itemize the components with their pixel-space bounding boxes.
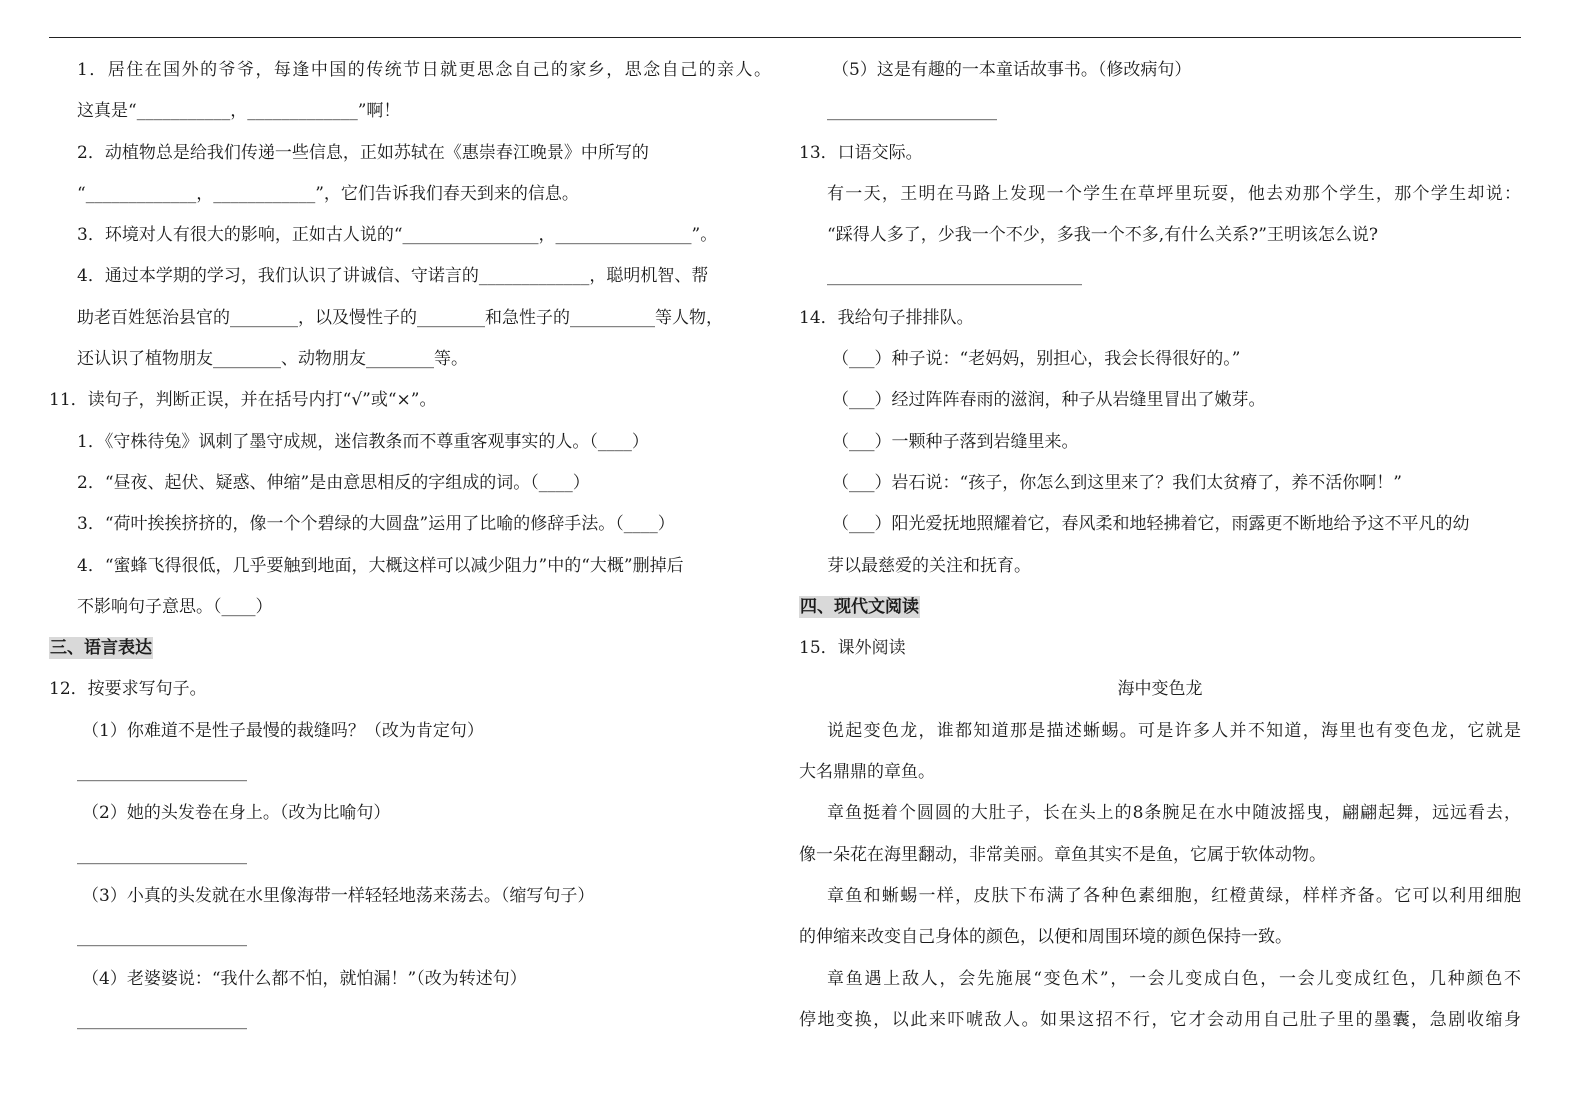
passage-line-7: 章鱼遇上敌人，会先施展“变色术”，一会儿变成白色，一会儿变成红色，几种颜色不 (827, 968, 1521, 989)
q11-item-1[interactable]: 1．《守株待兔》讽刺了墨守成规，迷信教条而不尊重客观事实的人。（____） (77, 431, 649, 452)
q14-item-2[interactable]: （___）经过阵阵春雨的滋润，种子从岩缝里冒出了嫩芽。 (832, 390, 1266, 411)
section-heading-3-text: 三、语言表达 (50, 638, 152, 659)
passage-line-8: 停地变换，以此来吓唬敌人。如果这招不行，它才会动用自己肚子里的墨囊，急剧收缩身 (799, 1009, 1521, 1030)
q12-5-answer-line[interactable]: ____________________ (827, 101, 997, 122)
q14-title: 14．我给句子排排队。 (799, 307, 974, 328)
q10-3-line[interactable]: 3．环境对人有很大的影响，正如古人说的“________________，________________”。 (77, 225, 718, 246)
q12-4-answer-line[interactable]: ____________________ (77, 1009, 247, 1030)
q12-title: 12．按要求写句子。 (49, 679, 207, 700)
q11-item-4-line-1: 4．“蜜蜂飞得很低，几乎要触到地面，大概这样可以减少阻力”中的“大概”删掉后 (77, 555, 684, 576)
q10-2-line-1: 2．动植物总是给我们传递一些信息，正如苏轼在《惠崇春江晚景》中所写的 (77, 142, 649, 163)
q13-title: 13．口语交际。 (799, 142, 923, 163)
right-column (799, 50, 1521, 1041)
q10-4-line-2[interactable]: 助老百姓惩治县官的________，以及慢性子的________和急性子的__________等人物， (77, 307, 723, 328)
section-heading-4-text: 四、现代文阅读 (800, 596, 919, 617)
q12-3-prompt: （3）小真的头发就在水里像海带一样轻轻地荡来荡去。（缩写句子） (82, 885, 595, 906)
section-heading-4 (799, 587, 1521, 628)
q12-5-prompt: （5）这是有趣的一本童话故事书。（修改病句） (832, 60, 1192, 80)
q13-text-line-1: 有一天，王明在马路上发现一个学生在草坪里玩耍，他去劝那个学生，那个学生却说： (827, 183, 1521, 204)
q10-4-line-1[interactable]: 4．通过本学期的学习，我们认识了讲诚信、守诺言的_____________，聪明机智、帮 (77, 266, 709, 287)
passage-line-5: 章鱼和蜥蜴一样，皮肤下布满了各种色素细胞，红橙黄绿，样样齐备。它可以利用细胞 (827, 885, 1521, 906)
q15-title: 15．课外阅读 (799, 638, 906, 659)
q10-1-line-1: 1．居住在国外的爷爷，每逢中国的传统节日就更思念自己的家乡，思念自己的亲人。 (77, 60, 771, 80)
q11-title: 11．读句子，判断正误，并在括号内打“√”或“×”。 (49, 390, 437, 411)
top-rule (49, 37, 1521, 38)
q12-2-prompt: （2）她的头发卷在身上。（改为比喻句） (82, 803, 391, 824)
q12-1-answer-line[interactable]: ____________________ (77, 762, 247, 783)
passage-line-1: 说起变色龙，谁都知道那是描述蜥蜴。可是许多人并不知道，海里也有变色龙，它就是 (827, 720, 1521, 741)
q11-item-4-line-2[interactable]: 不影响句子意思。（____） (77, 596, 273, 617)
q10-1-line-2[interactable]: 这真是“___________，_____________”啊！ (77, 101, 401, 122)
q13-answer-line[interactable]: ______________________________ (827, 266, 1082, 287)
q12-3-answer-line[interactable]: ____________________ (77, 927, 247, 948)
q12-1-prompt: （1）你难道不是性子最慢的裁缝吗？（改为肯定句） (82, 720, 484, 741)
q14-item-3[interactable]: （___）一颗种子落到岩缝里来。 (832, 431, 1079, 452)
q10-2-line-2[interactable]: “_____________，____________”，它们告诉我们春天到来的信息。 (77, 183, 579, 204)
left-column (49, 50, 771, 1041)
q14-item-5-line-2: 芽以最慈爱的关注和抚育。 (827, 555, 1031, 576)
passage-line-3: 章鱼挺着个圆圆的大肚子，长在头上的8条腕足在水中随波摇曳，翩翩起舞，远远看去， (827, 803, 1521, 824)
passage-title: 海中变色龙 (1117, 679, 1203, 700)
q13-text-line-2: “踩得人多了，少我一个不少，多我一个不多,有什么关系?”王明该怎么说? (827, 225, 1379, 246)
q11-item-2[interactable]: 2．“昼夜、起伏、疑惑、伸缩”是由意思相反的字组成的词。（____） (77, 472, 590, 493)
q14-item-1[interactable]: （___）种子说：“老妈妈，别担心，我会长得很好的。” (832, 349, 1241, 370)
q14-item-4[interactable]: （___）岩石说：“孩子，你怎么到这里来了？我们太贫瘠了，养不活你啊！” (832, 472, 1402, 493)
q12-2-answer-line[interactable]: ____________________ (77, 844, 247, 865)
q11-item-3[interactable]: 3．“荷叶挨挨挤挤的，像一个个碧绿的大圆盘”运用了比喻的修辞手法。（____） (77, 514, 675, 535)
q14-item-5-line-1[interactable]: （___）阳光爱抚地照耀着它，春风柔和地轻拂着它，雨露更不断地给予这不平凡的幼 (832, 514, 1470, 535)
section-heading-3 (49, 628, 771, 669)
passage-line-6: 的伸缩来改变自己身体的颜色，以便和周围环境的颜色保持一致。 (799, 927, 1292, 948)
passage-line-4: 像一朵花在海里翻动，非常美丽。章鱼其实不是鱼，它属于软体动物。 (799, 844, 1326, 865)
passage-line-2: 大名鼎鼎的章鱼。 (799, 762, 935, 783)
q12-4-prompt: （4）老婆婆说：“我什么都不怕，就怕漏！”（改为转述句） (82, 968, 527, 989)
q10-4-line-3[interactable]: 还认识了植物朋友________、动物朋友________等。 (77, 349, 468, 370)
